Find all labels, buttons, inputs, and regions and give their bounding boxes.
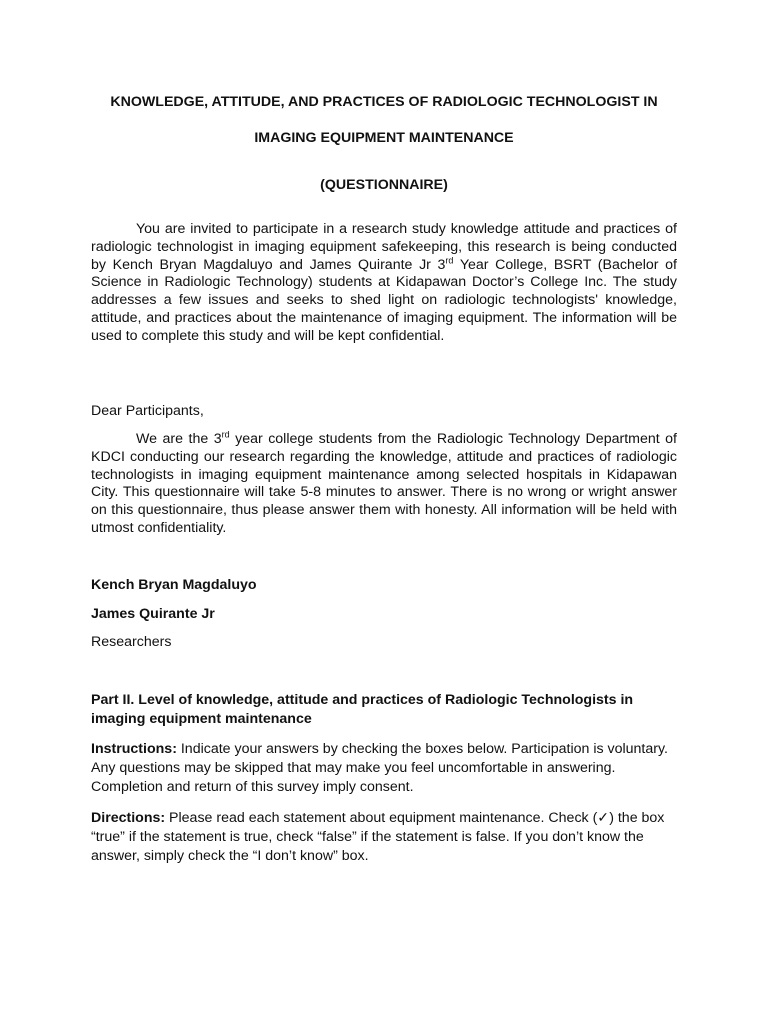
intro-paragraph — [91, 221, 677, 346]
directions-text: Please read each statement about equipment maintenance. Check (✓) the box “true” if the statement is true, check “false” if the statement is false. If you don’t know the answer, simply check the “I don’t know” box. — [91, 810, 665, 864]
researchers-label: Researchers — [91, 634, 172, 650]
researcher-name-1: Kench Bryan Magdaluyo — [91, 577, 257, 593]
directions-paragraph — [91, 809, 677, 865]
researcher-name-2: James Quirante Jr — [91, 606, 215, 622]
part-2-heading: Part II. Level of knowledge, attitude and practices of Radiologic Technologists in imaging equipment maintenance — [91, 692, 634, 727]
letter-text-part-2: year college students from the Radiologic Technology Department of KDCI conducting our research regarding the knowledge, attitude and practices of radiologic technologists in imaging equipment maintenance among selected hospitals in Kidapawan City. This questionnaire will take 5-8 minutes to answer. There is no wrong or wright answer on this questionnaire, thus please answer them with honesty. All information will be held with utmost confidentiality. — [91, 431, 677, 536]
document-subtitle: (QUESTIONNAIRE) — [320, 177, 448, 193]
letter-paragraph — [91, 431, 677, 538]
intro-ordinal-suffix: rd — [445, 254, 454, 265]
directions-label: Directions: — [91, 810, 166, 826]
instructions-paragraph — [91, 740, 677, 796]
document-title-line-2: IMAGING EQUIPMENT MAINTENANCE — [254, 130, 514, 146]
document-title-line-1: KNOWLEDGE, ATTITUDE, AND PRACTICES OF RADIOLOGIC TECHNOLOGIST IN — [110, 94, 658, 110]
letter-text-part-1: We are the 3 — [136, 431, 222, 447]
instructions-text: Indicate your answers by checking the boxes below. Participation is voluntary. Any questions may be skipped that may make you feel uncomfortable in answering. Completion and return of this survey imply consent. — [91, 741, 668, 795]
intro-text-part-1: You are invited to participate in a research study knowledge attitude and practices of radiologic technologist in imaging equipment safekeeping, this research is being conducted by Kench Bryan Magdaluyo and James Quirante Jr 3 — [91, 221, 677, 273]
instructions-label: Instructions: — [91, 741, 177, 757]
salutation: Dear Participants, — [91, 403, 204, 419]
intro-text-part-2: Year College, BSRT (Bachelor of Science in Radiologic Technology) students at Kidapawan Doctor’s College Inc. The study addresses a few issues and seeks to shed light on radiologic technologists' knowledge, attitude, and practices about the maintenance of imaging equipment. The information will be used to complete this study and will be kept confidential. — [91, 256, 677, 344]
letter-ordinal-suffix: rd — [221, 429, 230, 440]
